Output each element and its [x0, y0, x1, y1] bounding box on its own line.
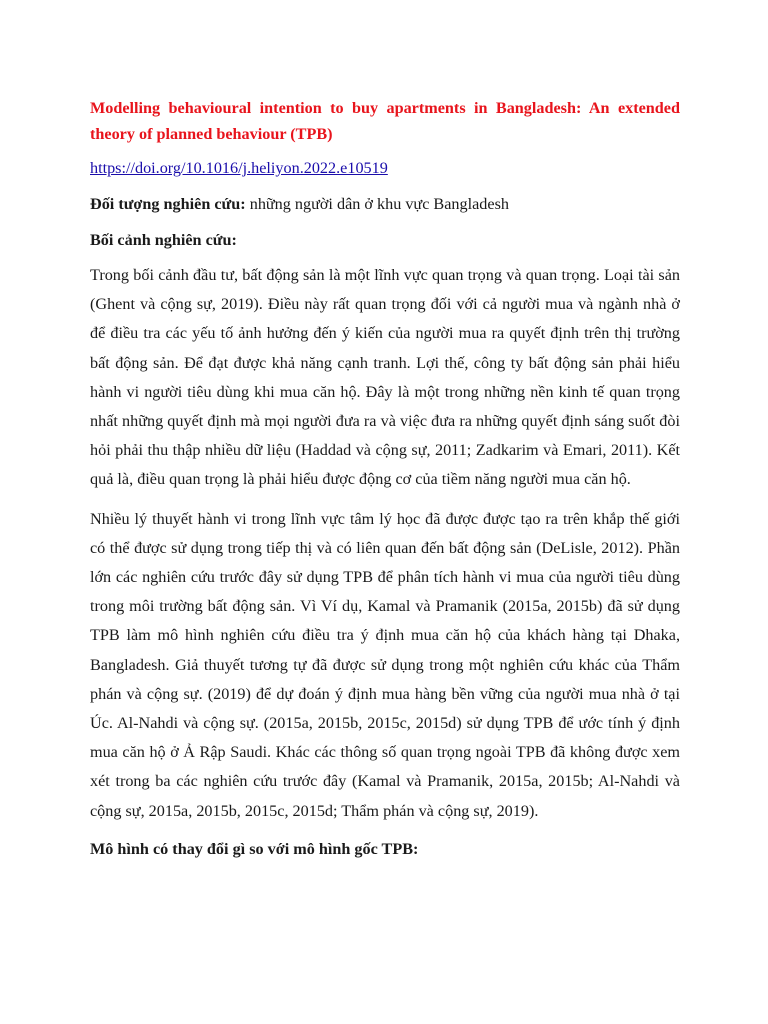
context-heading: Bối cảnh nghiên cứu: [90, 231, 237, 249]
research-subject-label: Đối tượng nghiên cứu: [90, 195, 246, 213]
doi-link[interactable]: https://doi.org/10.1016/j.heliyon.2022.e10519 [90, 159, 388, 177]
document-title: Modelling behavioural intention to buy apartments in Bangladesh: An extended theory of planned behaviour (TPB) [90, 99, 680, 143]
research-subject [90, 191, 680, 217]
body-paragraph-1: Trong bối cảnh đầu tư, bất động sản là một lĩnh vực quan trọng và quan trọng. Loại tài sản (Ghent và cộng sự, 2019). Điều này rất quan trọng đối với cả người mua và ngành nhà ở để điều tra các yếu tố ảnh hưởng đến ý kiến của người mua ra quyết định trên thị trường bất động sản. Để đạt được khả năng cạnh tranh. Lợi thế, công ty bất động sản phải hiểu hành vi người tiêu dùng khi mua căn hộ. Đây là một trong những nền kinh tế quan trọng nhất những quyết định mà mọi người đưa ra và việc đưa ra những quyết định sáng suốt đòi hỏi phải thu thập nhiều dữ liệu (Haddad và cộng sự, 2011; Zadkarim và Emari, 2011). Kết quả là, điều quan trọng là phải hiểu được động cơ của tiềm năng người mua căn hộ. [90, 266, 680, 489]
research-subject-value: những người dân ở khu vực Bangladesh [245, 195, 509, 213]
model-heading: Mô hình có thay đổi gì so với mô hình gốc TPB: [90, 839, 419, 858]
body-paragraph-2: Nhiều lý thuyết hành vi trong lĩnh vực tâm lý học đã được được tạo ra trên khắp thế giới có thể được sử dụng trong tiếp thị và có liên quan đến bất động sản (DeLisle, 2012). Phần lớn các nghiên cứu trước đây sử dụng TPB để phân tích hành vi mua của người tiêu dùng trong môi trường bất động sản. Vì Ví dụ, Kamal và Pramanik (2015a, 2015b) đã sử dụng TPB làm mô hình nghiên cứu điều tra ý định mua căn hộ của khách hàng tại Dhaka, Bangladesh. Giả thuyết tương tự đã được sử dụng trong một nghiên cứu khác của Thẩm phán và cộng sự. (2019) để dự đoán ý định mua hàng bền vững của người mua nhà ở tại Úc. Al-Nahdi và cộng sự. (2015a, 2015b, 2015c, 2015d) sử dụng TPB để ước tính ý định mua căn hộ ở Ả Rập Saudi. Khác các thông số quan trọng ngoài TPB đã không được xem xét trong ba các nghiên cứu trước đây (Kamal và Pramanik, 2015a, 2015b; Al-Nahdi và cộng sự, 2015a, 2015b, 2015c, 2015d; Thẩm phán và cộng sự, 2019). [90, 509, 680, 820]
